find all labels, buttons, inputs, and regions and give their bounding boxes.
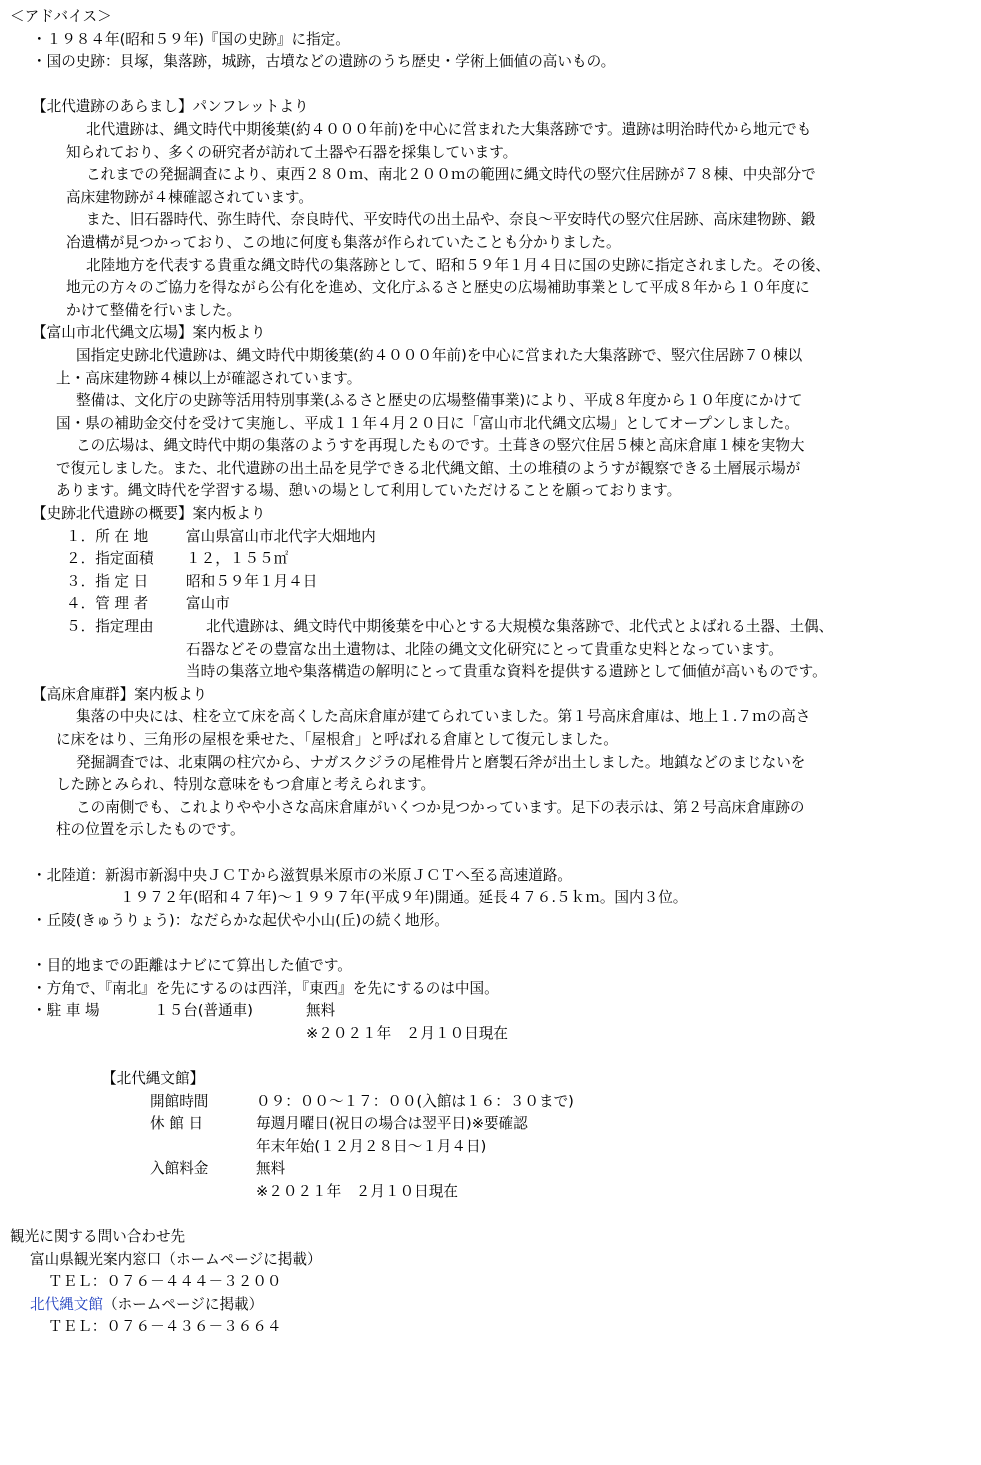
museum-hours: 開館時間 ０９：００～１７：００(入館は１６：３０まで) xyxy=(150,1092,574,1110)
paragraph-line: 集落の中央には、柱を立て床を高くした高床倉庫が建てられていました。第１号高床倉庫は、地上１.７ｍの高さ xyxy=(76,708,811,726)
note-direction: ・方角で、『南北』を先にするのは西洋，『東西』を先にするのは中国。 xyxy=(32,979,499,997)
parking-as-of: ※２０２１年 ２月１０日現在 xyxy=(306,1024,508,1042)
note-distance: ・目的地までの距離はナビにて算出した値です。 xyxy=(32,956,352,974)
museum-info xyxy=(10,1091,970,1204)
paragraph-line: 発掘調査では、北東隅の柱穴から、ナガスクジラの尾椎骨片と磨製石斧が出土しました。地鎮などのまじないを xyxy=(76,753,806,771)
reason-line: 石器などその豊富な出土遺物は、北陸の縄文文化研究にとって貴重な史料となっています。 xyxy=(186,640,783,658)
section-outline-body xyxy=(10,119,970,322)
reason-line: 当時の集落立地や集落構造の解明にとって貴重な資料を提供する遺跡として価値が高いものです。 xyxy=(186,663,827,681)
contact-heading: 観光に関する問い合わせ先 xyxy=(10,1228,186,1246)
note-hills: ・丘陵(きゅうりょう)：なだらかな起伏や小山(丘)の続く地形。 xyxy=(32,911,449,929)
paragraph-line: 北陸地方を代表する貴重な縄文時代の集落跡として、昭和５９年１月４日に国の史跡に指定されました。その後、 xyxy=(86,256,830,274)
paragraph-line: また、旧石器時代、弥生時代、奈良時代、平安時代の出土品や、奈良～平安時代の竪穴住居跡、高床建物跡、鍛 xyxy=(86,211,816,229)
section-storehouse-body xyxy=(10,706,970,842)
museum-link[interactable]: 北代縄文館 xyxy=(30,1295,103,1313)
contact-tel-1: ＴＥＬ：０７６－４４４－３２００ xyxy=(48,1273,282,1291)
paragraph-line: 柱の位置を示したものです。 xyxy=(56,821,245,839)
paragraph-line: 国・県の補助金交付を受けて実施し、平成１１年４月２０日に「富山市北代縄文広場」としてオープンしました。 xyxy=(56,414,799,432)
note-expressway-detail: １９７２年(昭和４７年)～１９９７年(平成９年)開通。延長４７６.５ｋｍ。国内３位。 xyxy=(120,889,688,907)
paragraph-line: これまでの発掘調査により、東西２８０ｍ、南北２００ｍの範囲に縄文時代の竪穴住居跡が７８棟、中央部分で xyxy=(86,166,816,184)
paragraph-line: 北代遺跡は、縄文時代中期後葉(約４０００年前)を中心に営まれた大集落跡です。遺跡は明治時代から地元でも xyxy=(86,120,812,138)
advice-item-1: ・１９８４年(昭和５９年)『国の史跡』に指定。 xyxy=(32,30,350,48)
museum-heading: 【北代縄文館】 xyxy=(102,1069,205,1087)
summary-item: ２．指定面積 １２，１５５㎡ xyxy=(66,550,289,568)
summary-item-reason: ５．指定理由 北代遺跡は、縄文時代中期後葉を中心とする大規模な集落跡で、北代式とよばれる土器、土偶、 xyxy=(66,618,834,636)
paragraph-line: かけて整備を行いました。 xyxy=(66,301,242,319)
parking-info: ・駐 車 場 １５台(普通車) 無料 xyxy=(32,1002,336,1020)
document xyxy=(10,6,970,1339)
summary-item: ４．管 理 者 富山市 xyxy=(66,595,230,613)
contact-tel-2: ＴＥＬ：０７６－４３６－３６６４ xyxy=(48,1318,282,1336)
advice-item-2: ・国の史跡：貝塚，集落跡，城跡，古墳などの遺跡のうち歴史・学術上価値の高いもの。 xyxy=(32,53,616,71)
summary-list xyxy=(10,526,970,684)
museum-as-of: ※２０２１年 ２月１０日現在 xyxy=(256,1182,458,1200)
contact-org-1: 富山県観光案内窓口（ホームページに掲載） xyxy=(30,1250,322,1268)
museum-fee: 入館料金 無料 xyxy=(150,1160,286,1178)
summary-item: １．所 在 地 富山県富山市北代字大畑地内 xyxy=(66,527,376,545)
note-expressway: ・北陸道：新潟市新潟中央ＪＣＴから滋賀県米原市の米原ＪＣＴへ至る高速道路。 xyxy=(32,866,572,884)
paragraph-line: あります。縄文時代を学習する場、憩いの場として利用していただけることを願っております。 xyxy=(56,482,682,500)
section-plaza-body xyxy=(10,345,970,503)
paragraph-line: 国指定史跡北代遺跡は、縄文時代中期後葉(約４０００年前)を中心に営まれた大集落跡で、竪穴住居跡７０棟以 xyxy=(76,346,803,364)
paragraph-line: 上・高床建物跡４棟以上が確認されています。 xyxy=(56,369,362,387)
paragraph-line: 冶遺構が見つかっており、この地に何度も集落が作られていたことも分かりました。 xyxy=(66,233,621,251)
section-heading-storehouse: 【高床倉庫群】案内板より xyxy=(32,685,208,703)
section-heading-summary: 【史跡北代遺跡の概要】案内板より xyxy=(32,505,266,523)
contact-org-2: 北代縄文館（ホームページに掲載） xyxy=(30,1295,264,1313)
museum-closed-extra: 年末年始(１２月２８日～１月４日) xyxy=(256,1137,487,1155)
section-heading-plaza: 【富山市北代縄文広場】案内板より xyxy=(32,324,266,342)
paragraph-line: この南側でも、これよりやや小さな高床倉庫がいくつか見つかっています。足下の表示は、第２号高床倉庫跡の xyxy=(76,798,805,816)
paragraph-line: 整備は、文化庁の史跡等活用特別事業(ふるさと歴史の広場整備事業)により、平成８年度から１０年度にかけて xyxy=(76,392,803,410)
paragraph-line: 地元の方々のご協力を得ながら公有化を進め、文化庁ふるさと歴史の広場補助事業として平成８年から１０年度に xyxy=(66,279,810,297)
summary-item: ３．指 定 日 昭和５９年１月４日 xyxy=(66,572,318,590)
paragraph-line: に床をはり、三角形の屋根を乗せた、「屋根倉」と呼ばれる倉庫として復元しました。 xyxy=(56,731,618,748)
paragraph-line: で復元しました。また、北代遺跡の出土品を見学できる北代縄文館、土の堆積のようすが観察できる土層展示場が xyxy=(56,459,801,477)
paragraph-line: した跡とみられ、特別な意味をもつ倉庫と考えられます。 xyxy=(56,776,436,794)
section-heading-outline: 【北代遺跡のあらまし】パンフレットより xyxy=(32,98,309,116)
paragraph-line: 知られており、多くの研究者が訪れて土器や石器を採集しています。 xyxy=(66,143,518,161)
paragraph-line: この広場は、縄文時代中期の集落のようすを再現したものです。土葺きの竪穴住居５棟と高床倉庫１棟を実物大 xyxy=(76,437,805,455)
advice-header: ＜アドバイス＞ xyxy=(10,8,112,25)
museum-closed: 休 館 日 毎週月曜日(祝日の場合は翌平日)※要確認 xyxy=(150,1115,528,1133)
paragraph-line: 高床建物跡が４棟確認されています。 xyxy=(66,188,313,206)
